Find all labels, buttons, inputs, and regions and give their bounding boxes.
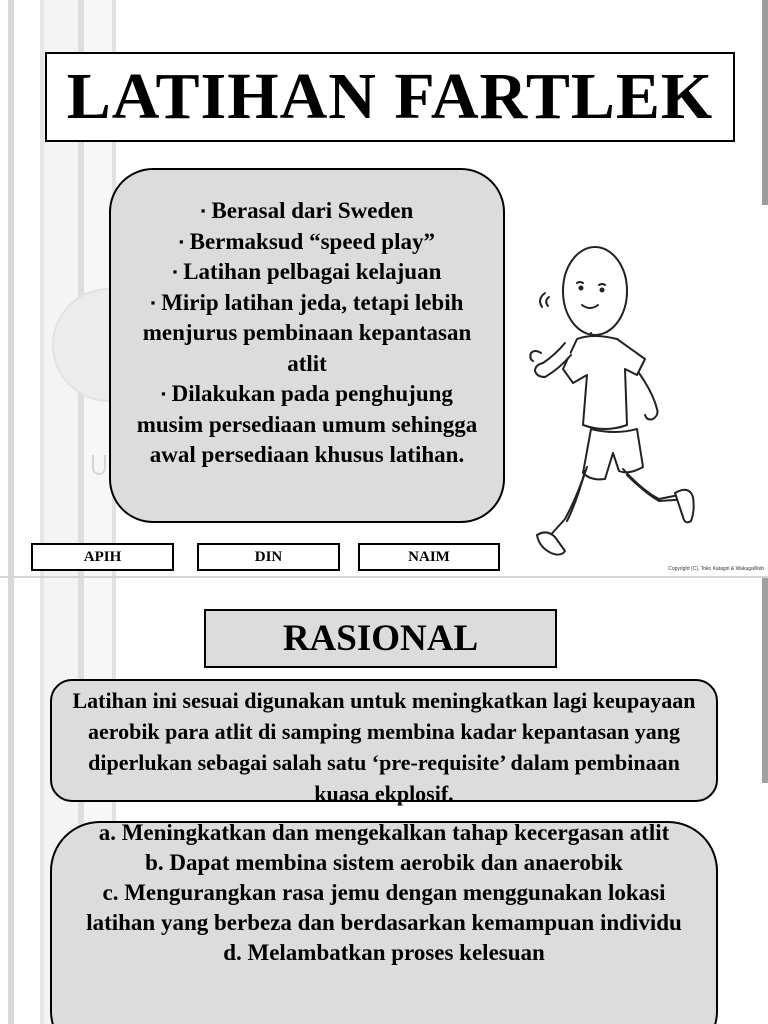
info-point (125, 227, 489, 258)
bullet-icon: ▪ (172, 264, 178, 279)
bullet-icon: ▪ (161, 386, 166, 401)
rational-text-box: Latihan ini sesuai digunakan untuk meningkatkan lagi keupayaan aerobik para atlit di samping membina kadar kepantasan yang diperlukan sebagai salah satu ‘pre-requisite’ dalam pembinaan kuasa ekplosif. (50, 679, 718, 802)
info-point-text: Dilakukan pada penghujung musim persediaan umum sehingga awal persediaan khusus latihan. (136, 381, 478, 467)
illustration-credit: Copyright (C), Toko Katagiri & WakugaWeb (668, 566, 764, 572)
runner-illustration-panel (515, 205, 768, 576)
fartlek-info-box (109, 168, 505, 523)
bullet-icon: ▪ (200, 203, 206, 218)
section-title: RASIONAL (204, 609, 557, 668)
name-button-naim[interactable]: NAIM (358, 543, 500, 571)
info-point (125, 196, 489, 227)
bullet-icon: ▪ (179, 233, 184, 249)
info-point (125, 379, 489, 471)
background-edge-strip (762, 578, 768, 783)
info-point-text: Mirip latihan jeda, tetapi lebih menjurus pembinaan kepantasan atlit (142, 289, 472, 376)
goal-item: d. Melambatkan proses kelesuan (223, 940, 545, 965)
name-button-apih[interactable]: APIH (31, 543, 174, 571)
info-point (125, 257, 489, 288)
info-point-text: Latihan pelbagai kelajuan (183, 259, 442, 284)
slide-rasional (0, 576, 768, 1024)
info-point (125, 288, 489, 380)
running-boy-illustration-icon (515, 205, 768, 576)
goal-item: b. Dapat membina sistem aerobik dan anaerobik (145, 850, 623, 875)
bullet-icon: ▪ (150, 294, 156, 310)
background-hook-decoration (92, 455, 106, 475)
goals-list-box (50, 821, 718, 1024)
goal-item: a. Meningkatkan dan mengekalkan tahap kecergasan atlit (98, 820, 670, 845)
info-point-text: Bermaksud “speed play” (189, 228, 435, 254)
name-button-din[interactable]: DIN (197, 543, 340, 571)
slide-title: LATIHAN FARTLEK (45, 52, 735, 142)
info-point-text: Berasal dari Sweden (211, 198, 414, 223)
background-edge-strip (762, 0, 768, 205)
goal-item: c. Mengurangkan rasa jemu dengan menggunakan lokasi latihan yang berbeza dan berdasarkan kemampuan individu (86, 880, 682, 935)
